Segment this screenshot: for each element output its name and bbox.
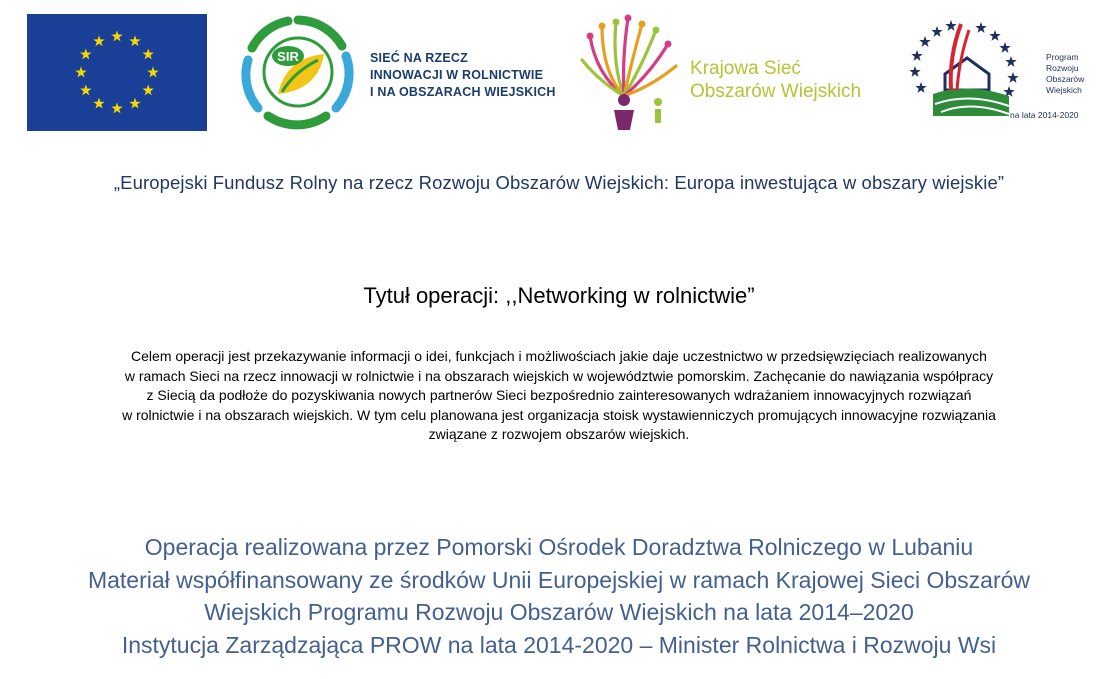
sir-caption-line-2: INNOWACJI W ROLNICTWIE: [370, 68, 544, 82]
prow-star-icon: [975, 22, 986, 33]
sir-logo: [238, 12, 358, 132]
logo-banner: [0, 0, 1118, 140]
operation-title: Tytuł operacji: ,,Networking w rolnictwie”: [363, 283, 755, 308]
footer-line: Instytucja Zarządzająca PROW na lata 2014-2020 – Minister Rolnictwa i Rozwoju Wsi: [121, 631, 997, 658]
description-line: w rolnictwie i na obszarach wiejskich. W tym celu planowana jest organizacja stoisk wystawienniczych promujących innowacyjne rozwiązania: [122, 406, 996, 423]
funding-footer: [0, 531, 1118, 661]
footer-line: Materiał współfinansowany ze środków Unii Europejskiej w ramach Krajowej Sieci Obszarów: [87, 566, 1031, 593]
prow-caption-line-1: Program: [1046, 52, 1079, 62]
prow-star-icon: [911, 50, 922, 61]
ksow-caption-line-1: Krajowa Sieć: [690, 58, 801, 79]
fund-title: „Europejski Fundusz Rolny na rzecz Rozwoju Obszarów Wiejskich: Europa inwestująca w obszary wiejskie”: [113, 172, 1005, 193]
prow-caption-line-4: Wiejskich: [1046, 85, 1082, 95]
sir-caption-line-3: I NA OBSZARACH WIEJSKICH: [370, 85, 556, 99]
description-line: z Siecią da podłoże do pozyskiwania nowych partnerów Sieci bezpośrednio zainteresowanych wdrażaniem innowacyjnych rozwiązań: [146, 387, 972, 403]
prow-years: na lata 2014-2020: [1010, 110, 1079, 120]
eu-flag-logo: [27, 14, 207, 131]
prow-star-icon: [909, 66, 920, 77]
footer-line: Operacja realizowana przez Pomorski Ośrodek Doradztwa Rolniczego w Lubaniu: [144, 534, 974, 560]
prow-star-icon: [931, 26, 942, 37]
prow-star-icon: [999, 42, 1010, 53]
ksow-caption: [690, 57, 905, 103]
footer-line: Wiejskich Programu Rozwoju Obszarów Wiejskich na lata 2014–2020: [204, 599, 914, 625]
prow-caption-line-3: Obszarów: [1046, 74, 1085, 84]
description-line: w ramach Sieci na rzecz innowacji w rolnictwie i na obszarach wiejskich w województwie pomorskim. Zachęcanie do nawiązania współpracy: [124, 367, 994, 384]
sir-caption: [370, 50, 580, 101]
operation-description: [0, 347, 1118, 445]
prow-star-icon: [945, 20, 956, 31]
prow-star-icon: [989, 30, 1000, 41]
ksow-logo: [576, 14, 686, 134]
prow-star-icon: [919, 36, 930, 47]
ksow-caption-line-2: Obszarów Wiejskich: [690, 81, 862, 102]
prow-star-icon: [915, 82, 926, 93]
description-line: związane z rozwojem obszarów wiejskich.: [428, 426, 690, 442]
prow-star-icon: [1007, 72, 1018, 83]
sir-badge-text: SIR: [277, 49, 299, 64]
prow-star-icon: [1005, 56, 1016, 67]
prow-caption-line-2: Rozwoju: [1046, 63, 1079, 73]
description-line: Celem operacji jest przekazywanie informacji o idei, funkcjach i możliwościach jakie daje uczestnictwo w przedsięwzięciach realizowanych: [131, 348, 987, 364]
sir-caption-line-1: SIEĆ NA RZECZ: [370, 51, 468, 65]
prow-caption: [1046, 52, 1116, 96]
